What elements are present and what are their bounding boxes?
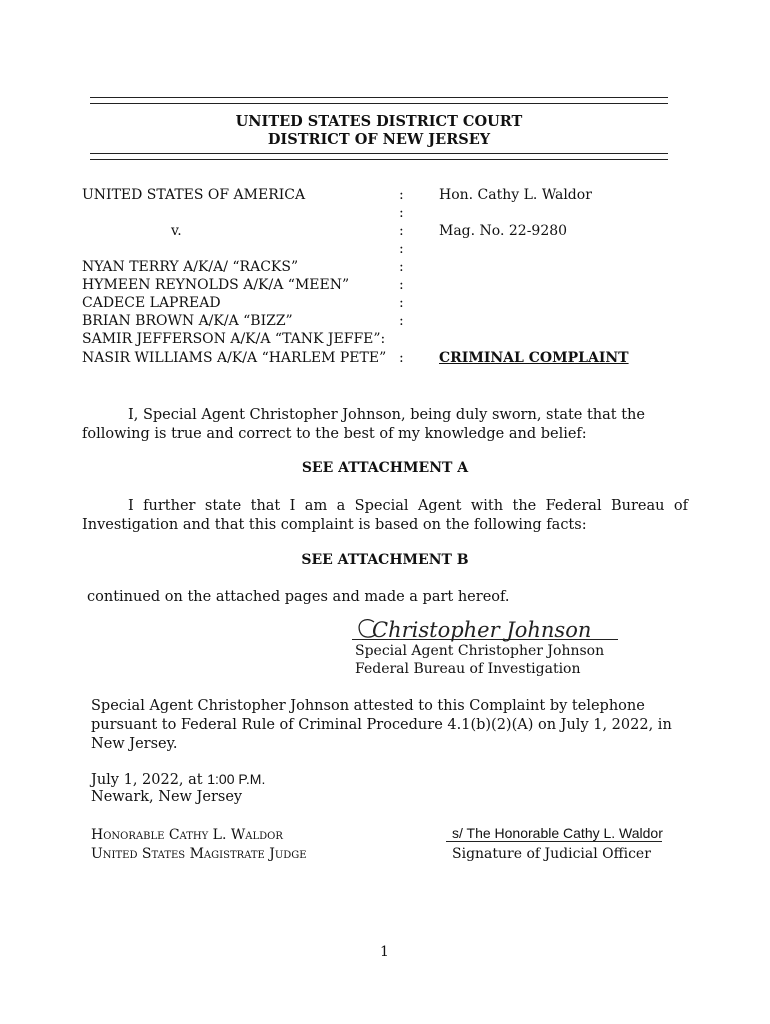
judge-name: Hon. Cathy L. Waldor	[439, 187, 592, 203]
agent-signature-line	[352, 639, 618, 640]
caption-colon: :	[399, 259, 404, 275]
document-title: CRIMINAL COMPLAINT	[439, 350, 629, 366]
dateline-place: Newark, New Jersey	[91, 789, 243, 805]
defendant-5: SAMIR JEFFERSON A/K/A “TANK JEFFE”:	[82, 331, 386, 347]
attestation-time: 1:00 P.M.	[207, 771, 266, 787]
judge-signature-label: Signature of Judicial Officer	[452, 846, 651, 862]
defendant-1: NYAN TERRY A/K/A/ “RACKS”	[82, 259, 299, 275]
caption-colon: :	[399, 295, 404, 311]
defendant-6: NASIR WILLIAMS A/K/A “HARLEM PETE”	[82, 350, 387, 366]
caption-colon: :	[399, 187, 404, 203]
agent-statement-paragraph	[82, 497, 688, 535]
bottom-double-rule	[90, 153, 668, 160]
sworn-paragraph-text: I, Special Agent Christopher Johnson, being duly sworn, state that the following is true and correct to the best of my knowledge and belief:	[82, 407, 645, 442]
agent-statement-text: I further state that I am a Special Agent with the Federal Bureau of Investigation and that this complaint is based on the following facts:	[82, 498, 688, 533]
court-district: DISTRICT OF NEW JERSEY	[267, 131, 491, 148]
top-double-rule	[90, 97, 668, 104]
caption-colon: :	[399, 350, 404, 366]
date-prefix: July 1, 2022, at	[91, 772, 203, 788]
attachment-b-heading: SEE ATTACHMENT B	[301, 552, 469, 568]
versus: v.	[171, 223, 182, 239]
caption-colon: :	[399, 223, 404, 239]
agent-agency: Federal Bureau of Investigation	[355, 661, 581, 677]
continued-note: continued on the attached pages and made a part hereof.	[87, 589, 510, 605]
caption-colon: :	[399, 313, 404, 329]
judge-electronic-signature: s/ The Honorable Cathy L. Waldor	[452, 825, 663, 841]
judge-printed-name: Honorable Cathy L. Waldor	[91, 827, 283, 843]
attachment-a-heading: SEE ATTACHMENT A	[301, 460, 469, 476]
dateline	[91, 771, 265, 788]
agent-name: Special Agent Christopher Johnson	[355, 643, 605, 659]
magistrate-number: Mag. No. 22-9280	[439, 223, 568, 239]
page-number: 1	[380, 944, 389, 960]
caption-colon: :	[399, 277, 404, 293]
defendant-4: BRIAN BROWN A/K/A “BIZZ”	[82, 313, 293, 329]
court-name: UNITED STATES DISTRICT COURT	[235, 113, 523, 130]
sworn-paragraph	[82, 406, 688, 444]
defendant-3: CADECE LAPREAD	[82, 295, 221, 311]
caption-colon: :	[399, 241, 404, 257]
judge-signature-line	[446, 841, 662, 842]
agent-signature-text: Christopher Johnson	[372, 618, 592, 642]
plaintiff-name: UNITED STATES OF AMERICA	[82, 187, 306, 203]
defendant-2: HYMEEN REYNOLDS A/K/A “MEEN”	[82, 277, 350, 293]
caption-colon: :	[399, 205, 404, 221]
judge-title: United States Magistrate Judge	[91, 846, 307, 862]
attestation-paragraph: Special Agent Christopher Johnson attested to this Complaint by telephone pursuant to Federal Rule of Criminal Procedure 4.1(b)(2)(A) on July 1, 2022, in New Jersey.	[91, 698, 672, 752]
